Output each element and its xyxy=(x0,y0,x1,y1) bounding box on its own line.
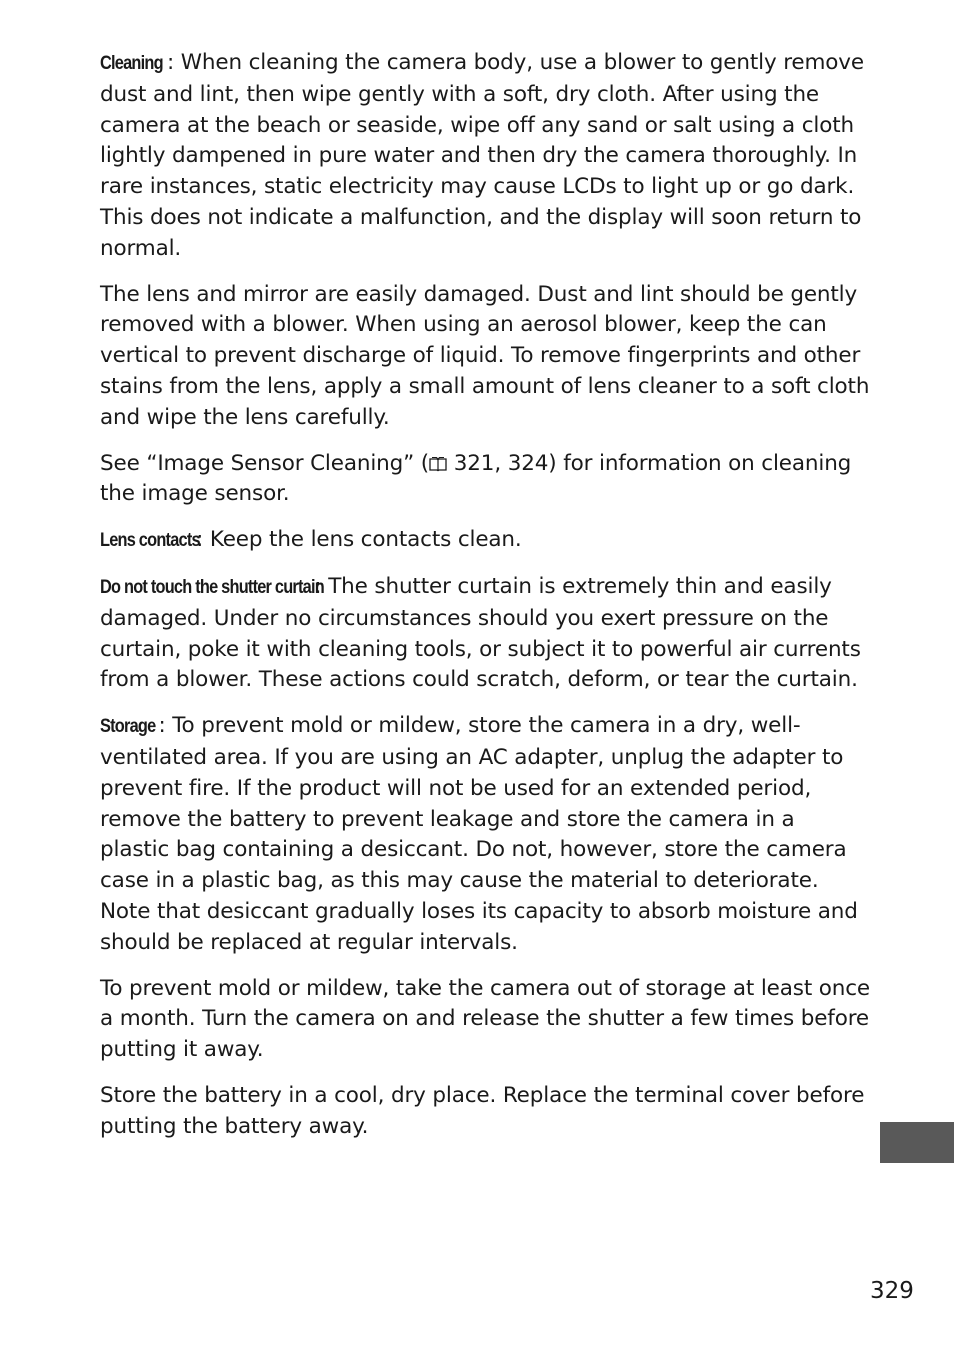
term-shutter-curtain: Do not touch the shutter curtain xyxy=(100,576,324,598)
paragraph-sensor-reference xyxy=(100,449,870,511)
text-shutter-curtain: : The shutter curtain is extremely thin and easily damaged. Under no circumstances should you exert pressure on the curtain, poke it with cleaning tools, or subject it to powerful air currents from a blower. These actions could scratch, deform, or tear the curtain. xyxy=(100,573,861,693)
paragraph-shutter-curtain xyxy=(100,572,870,696)
paragraph-cleaning xyxy=(100,48,870,265)
paragraph-storage xyxy=(100,711,870,958)
paragraph-battery: Store the battery in a cool, dry place. Replace the terminal cover before putting the battery away. xyxy=(100,1082,865,1139)
text-storage: : To prevent mold or mildew, store the camera in a dry, well-ventilated area. If you are using an AC adapter, unplug the adapter to prevent fire. If the product will not be used for an extended period, remove the battery to prevent leakage and store the camera in a plastic bag containing a desiccant. Do not, however, store the camera case in a plastic bag, as this may cause the material to deteriorate. Note that desiccant gradually loses its capacity to absorb moisture and should be replaced at regular intervals. xyxy=(100,713,858,955)
term-lens-contacts: Lens contacts xyxy=(100,530,200,552)
text-sensor-after: 321, 324) for information on cleaning the image sensor. xyxy=(100,450,852,507)
page-number: 329 xyxy=(870,1278,914,1304)
paragraph-monthly: To prevent mold or mildew, take the camera out of storage at least once a month. Turn the camera on and release the shutter a few times before putting it away. xyxy=(100,975,871,1063)
paragraph-lens-contacts xyxy=(100,525,870,557)
term-storage: Storage xyxy=(100,716,156,738)
section-side-tab xyxy=(880,1122,954,1163)
page-content xyxy=(100,48,870,1158)
text-lens-contacts: : Keep the lens contacts clean. xyxy=(196,527,522,553)
term-cleaning: Cleaning xyxy=(100,53,163,74)
book-icon xyxy=(429,456,447,472)
paragraph-lens-mirror: The lens and mirror are easily damaged. Dust and lint should be gently removed with a blower. When using an aerosol blower, keep the can vertical to prevent discharge of liquid. To remove fingerprints and other stains from the lens, apply a small amount of lens cleaner to a soft cloth and wipe the lens carefully. xyxy=(100,281,870,430)
text-sensor-before: See “Image Sensor Cleaning” ( xyxy=(100,450,430,476)
text-cleaning: : When cleaning the camera body, use a blower to gently remove dust and lint, then wipe gently with a soft, dry cloth. After using the camera at the beach or seaside, wipe off any sand or salt using a cloth lightly dampened in pure water and then dry the camera thoroughly. In rare instances, static electricity may cause LCDs to light up or go dark. This does not indicate a malfunction, and the display will soon return to normal. xyxy=(100,50,864,261)
